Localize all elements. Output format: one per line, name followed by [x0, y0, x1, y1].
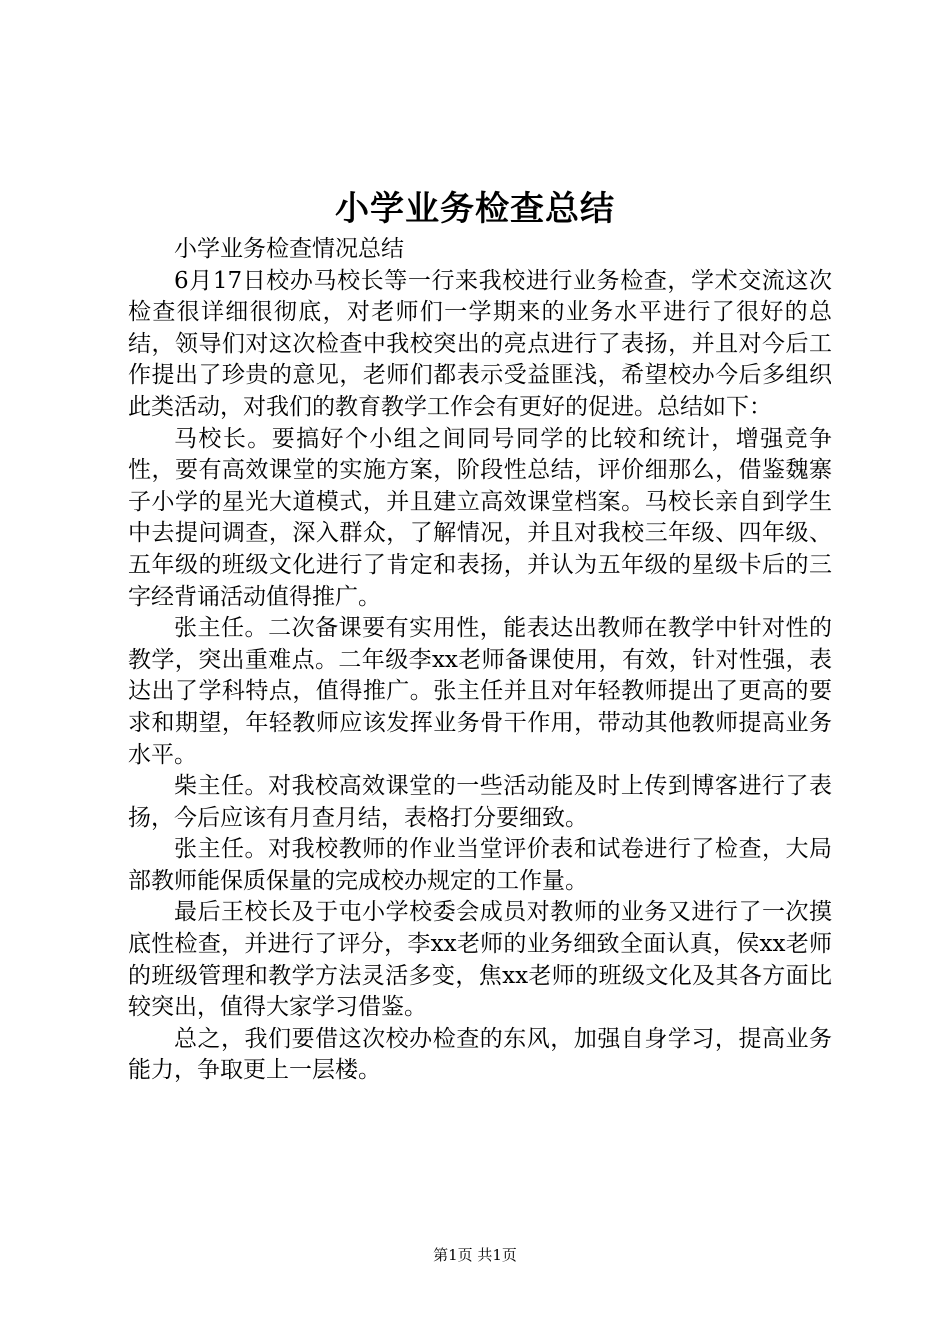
paragraph-principal-wang: 最后王校长及于屯小学校委会成员对教师的业务又进行了一次摸底性检查，并进行了评分，李xx老师的业务细致全面认真，侯xx老师的班级管理和教学方法灵活多变，焦xx老师的班级文化及其各方面比较突出，值得大家学习借鉴。 — [128, 899, 832, 1021]
paragraph-subtitle: 小学业务检查情况总结 — [174, 236, 404, 262]
document-body — [128, 234, 832, 1087]
document-title: 小学业务检查总结 — [335, 189, 615, 229]
paragraph-principal-ma: 马校长。要搞好个小组之间同号同学的比较和统计，增强竞争性，要有高效课堂的实施方案，阶段性总结，评价细那么，借鉴魏寨子小学的星光大道模式，并且建立高效课堂档案。马校长亲自到学生中去提问调查，深入群众，了解情况，并且对我校三年级、四年级、五年级的班级文化进行了肯定和表扬，并认为五年级的星级卡后的三字经背诵活动值得推广。 — [128, 425, 832, 610]
paragraph-director-zhang-1: 张主任。二次备课要有实用性，能表达出教师在教学中针对性的教学，突出重难点。二年级李xx老师备课使用，有效，针对性强，表达出了学科特点，值得推广。张主任并且对年轻教师提出了更高的要求和期望，年轻教师应该发挥业务骨干作用，带动其他教师提高业务水平。 — [128, 615, 832, 768]
paragraph-director-chai: 柴主任。对我校高效课堂的一些活动能及时上传到博客进行了表扬，今后应该有月查月结，表格打分要细致。 — [128, 773, 832, 831]
paragraph-director-zhang-2: 张主任。对我校教师的作业当堂评价表和试卷进行了检查，大局部教师能保质保量的完成校办规定的工作量。 — [128, 836, 832, 894]
paragraph-intro: 6月17日校办马校长等一行来我校进行业务检查，学术交流这次检查很详细很彻底，对老师们一学期来的业务水平进行了很好的总结，领导们对这次检查中我校突出的亮点进行了表扬，并且对今后工作提出了珍贵的意见，老师们都表示受益匪浅，希望校办今后多组织此类活动，对我们的教育教学工作会有更好的促进。总结如下： — [128, 267, 832, 420]
paragraph-conclusion: 总之，我们要借这次校办检查的东风，加强自身学习，提高业务能力，争取更上一层楼。 — [128, 1025, 832, 1084]
page-number-footer: 第1页 共1页 — [433, 1246, 517, 1264]
